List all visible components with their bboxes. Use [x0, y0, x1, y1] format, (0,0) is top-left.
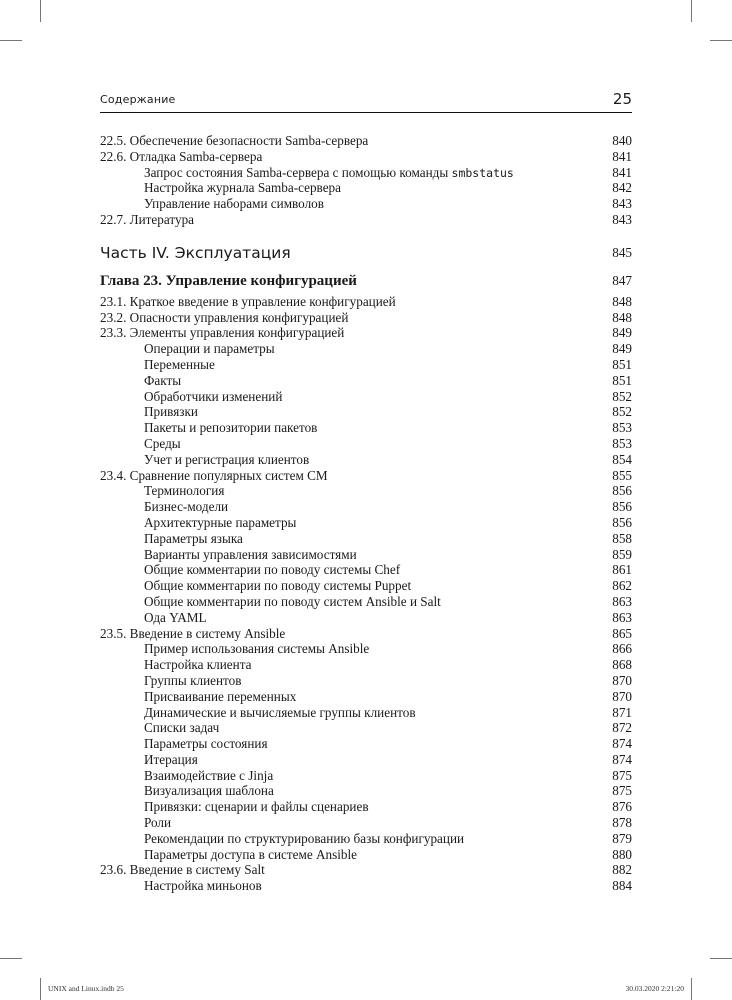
crop-mark — [691, 0, 692, 22]
toc-entry-page: 858 — [612, 530, 632, 546]
toc-entry-page: 876 — [612, 799, 632, 815]
crop-mark — [0, 958, 22, 959]
toc-entry-title-text: Варианты управления зависимостями — [144, 546, 357, 562]
crop-mark — [710, 958, 732, 959]
toc-entry-page: 841 — [612, 164, 632, 180]
toc-entry-title-text: Параметры состояния — [144, 736, 268, 752]
toc-entry-page: 856 — [612, 483, 632, 499]
toc-entry-title — [100, 165, 514, 180]
toc-entry-title-text: Рекомендации по структурированию базы конфигурации — [144, 830, 465, 846]
toc-subsection-entry[interactable] — [100, 878, 632, 894]
toc-entry-page: 842 — [612, 180, 632, 196]
toc-entry-page: 874 — [612, 736, 632, 752]
toc-entry-title — [100, 594, 441, 609]
toc-entry-title — [100, 294, 396, 309]
toc-subsection-entry[interactable] — [100, 357, 632, 373]
toc-entry-title — [100, 878, 262, 893]
toc-entry-title — [100, 768, 273, 783]
toc-entry-title-text: 23.3. Элементы управления конфигурацией — [100, 325, 345, 341]
crop-mark — [40, 978, 41, 1000]
toc-entry-title-text: 23.1. Краткое введение в управление конфигурацией — [100, 293, 396, 309]
toc-entry-page: 847 — [612, 272, 632, 288]
toc-entry-title-text: 22.7. Литература — [100, 211, 195, 227]
toc-entry-title-text: Обработчики изменений — [144, 388, 283, 404]
toc-section-entry[interactable] — [100, 325, 632, 341]
toc-section-entry[interactable] — [100, 294, 632, 310]
print-footer — [48, 984, 684, 994]
toc-entry-title — [100, 673, 241, 688]
toc-entry-page: 843 — [612, 196, 632, 212]
toc-subsection-entry[interactable] — [100, 373, 632, 389]
toc-subsection-entry[interactable] — [100, 673, 632, 689]
toc-entry-title — [100, 531, 243, 546]
toc-section-entry[interactable] — [100, 626, 632, 642]
toc-entry-title-text: Бизнес-модели — [144, 499, 229, 515]
toc-entry-page: 852 — [612, 388, 632, 404]
toc-subsection-entry[interactable] — [100, 499, 632, 515]
toc-entry-title — [100, 705, 416, 720]
toc-entry-page: 843 — [612, 211, 632, 227]
toc-subsection-entry[interactable] — [100, 610, 632, 626]
toc-entry-page: 853 — [612, 420, 632, 436]
toc-subsection-entry[interactable] — [100, 799, 632, 815]
toc-entry-title — [100, 547, 357, 562]
toc-subsection-entry[interactable] — [100, 341, 632, 357]
toc-entry-page: 849 — [612, 325, 632, 341]
toc-entry-title — [100, 641, 369, 656]
toc-entry-title-text: 23.4. Сравнение популярных систем CM — [100, 467, 328, 483]
toc-entry-title — [100, 578, 411, 593]
toc-entry-page: 856 — [612, 499, 632, 515]
toc-entry-title — [100, 815, 171, 830]
toc-subsection-entry[interactable] — [100, 452, 632, 468]
toc-entry-title — [100, 212, 194, 227]
footer-file-name: UNIX and Linux.indb 25 — [48, 984, 124, 993]
toc-entry-title-text: Терминология — [144, 483, 225, 499]
toc-entry-page: 849 — [612, 341, 632, 357]
toc-entry-title-text: Группы клиентов — [144, 672, 242, 688]
toc-entry-page: 853 — [612, 435, 632, 451]
toc-subsection-entry[interactable] — [100, 720, 632, 736]
toc-subsection-entry[interactable] — [100, 815, 632, 831]
toc-entry-title — [100, 273, 357, 289]
toc-subsection-entry[interactable] — [100, 736, 632, 752]
toc-entry-page: 865 — [612, 625, 632, 641]
crop-mark — [691, 978, 692, 1000]
crop-mark — [710, 40, 732, 41]
toc-part-entry[interactable] — [100, 240, 632, 266]
toc-subsection-entry[interactable] — [100, 483, 632, 499]
toc-entry-title-text: Архитектурные параметры — [144, 514, 297, 530]
toc-subsection-entry[interactable] — [100, 404, 632, 420]
toc-entry-page: 868 — [612, 657, 632, 673]
crop-mark — [0, 40, 22, 41]
toc-subsection-entry[interactable] — [100, 436, 632, 452]
toc-entry-title-text: Операции и параметры — [144, 341, 275, 357]
toc-entry-title — [100, 752, 198, 767]
toc-entry-page: 856 — [612, 514, 632, 530]
toc-entry-title — [100, 720, 219, 735]
toc-entry-title-text: Настройка журнала Samba-сервера — [144, 180, 342, 196]
toc-entry-title — [100, 483, 224, 498]
toc-section-entry[interactable] — [100, 133, 632, 149]
toc-entry-title-text: Общие комментарии по поводу систем Ansible и Salt — [144, 593, 441, 609]
toc-subsection-entry[interactable] — [100, 689, 632, 705]
toc-entry-title-text: 23.6. Введение в систему Salt — [100, 862, 265, 878]
toc-entry-page: 871 — [612, 704, 632, 720]
toc-entry-page: 848 — [612, 309, 632, 325]
toc-entry-title — [100, 404, 198, 419]
toc-subsection-entry[interactable] — [100, 657, 632, 673]
toc-entry-page: 859 — [612, 546, 632, 562]
toc-entry-page: 870 — [612, 672, 632, 688]
toc-entry-title — [100, 657, 252, 672]
toc-entry-title — [100, 196, 324, 211]
toc-entry-title — [100, 831, 464, 846]
toc-entry-title-text: Роли — [144, 815, 172, 831]
toc-entry-page: 854 — [612, 451, 632, 467]
toc-entry-page: 882 — [612, 862, 632, 878]
toc-entry-title-text: Общие комментарии по поводу системы Chef — [144, 562, 401, 578]
toc-entry-title — [100, 420, 317, 435]
footer-timestamp: 30.03.2020 2:21:20 — [625, 984, 684, 993]
toc-subsection-entry[interactable] — [100, 594, 632, 610]
toc-entry-page: 884 — [612, 878, 632, 894]
toc-entry-title-text: 23.2. Опасности управления конфигурацией — [100, 309, 349, 325]
toc-subsection-entry[interactable] — [100, 783, 632, 799]
toc-entry-page: 863 — [612, 593, 632, 609]
toc-entry-title — [100, 341, 275, 356]
toc-entry-title-text: Привязки — [144, 404, 198, 420]
toc-entry-title — [100, 736, 268, 751]
toc-entry-title-text: Пакеты и репозитории пакетов — [144, 420, 318, 436]
toc-entry-title-text: Запрос состояния Samba-сервера с помощью команды — [144, 164, 452, 180]
toc-subsection-entry[interactable] — [100, 420, 632, 436]
toc-entry-title — [100, 799, 369, 814]
toc-entry-command: smbstatus — [451, 165, 514, 180]
toc-entry-title-text: Динамические и вычисляемые группы клиентов — [144, 704, 416, 720]
toc-entry-page: 852 — [612, 404, 632, 420]
toc-entry-title — [100, 515, 296, 530]
toc-entry-page: 875 — [612, 767, 632, 783]
toc-entry-title-text: Взаимодействие с Jinja — [144, 767, 274, 783]
toc-entry-page: 866 — [612, 641, 632, 657]
toc-subsection-entry[interactable] — [100, 196, 632, 212]
toc-entry-title-text: Настройка миньонов — [144, 878, 262, 894]
toc-subsection-entry[interactable] — [100, 705, 632, 721]
toc-entry-title-text: Глава 23. Управление конфигурацией — [100, 272, 357, 289]
toc-entry-title — [100, 133, 368, 148]
toc-entry-page: 879 — [612, 830, 632, 846]
toc-entry-title-text: Среды — [144, 435, 181, 451]
toc-entry-page: 840 — [612, 133, 632, 148]
toc-subsection-entry[interactable] — [100, 180, 632, 196]
toc-entry-page: 862 — [612, 578, 632, 594]
toc-entry-title — [100, 562, 400, 577]
toc-entry-title — [100, 783, 274, 798]
toc-subsection-entry[interactable] — [100, 531, 632, 547]
toc-entry-title-text: Переменные — [144, 356, 215, 372]
toc-entry-title-text: Параметры языка — [144, 530, 243, 546]
toc-entry-page: 874 — [612, 751, 632, 767]
toc-entry-title-text: 23.5. Введение в систему Ansible — [100, 625, 286, 641]
toc-section-entry[interactable] — [100, 310, 632, 326]
toc-entry-title-text: 22.5. Обеспечение безопасности Samba-сервера — [100, 133, 369, 148]
toc-entry-title — [100, 357, 215, 372]
toc-entry-page: 841 — [612, 148, 632, 164]
toc-entry-title-text: Параметры доступа в системе Ansible — [144, 846, 357, 862]
toc-entry-title-text: Ода YAML — [144, 609, 207, 625]
toc-section-entry[interactable] — [100, 212, 632, 228]
toc-subsection-entry[interactable] — [100, 515, 632, 531]
crop-mark — [40, 0, 41, 22]
toc-entry-title-text: Часть IV. Эксплуатация — [100, 243, 291, 262]
toc-subsection-entry[interactable] — [100, 165, 632, 181]
toc-entry-page: 875 — [612, 783, 632, 799]
toc-subsection-entry[interactable] — [100, 389, 632, 405]
toc-entry-title-text: Учет и регистрация клиентов — [144, 451, 310, 467]
toc-entry-page: 845 — [612, 244, 632, 260]
toc-entry-title-text: Факты — [144, 372, 182, 388]
running-header — [100, 88, 632, 113]
toc-entry-title-text: Пример использования системы Ansible — [144, 641, 370, 657]
table-of-contents — [100, 133, 632, 894]
toc-section-entry[interactable] — [100, 862, 632, 878]
toc-entry-title — [100, 610, 207, 625]
toc-entry-title — [100, 468, 328, 483]
toc-subsection-entry[interactable] — [100, 578, 632, 594]
toc-entry-title — [100, 389, 282, 404]
toc-entry-title — [100, 325, 344, 340]
toc-entry-title — [100, 689, 296, 704]
toc-entry-title — [100, 180, 341, 195]
toc-subsection-entry[interactable] — [100, 641, 632, 657]
toc-entry-title-text: Присваивание переменных — [144, 688, 297, 704]
toc-entry-page: 878 — [612, 815, 632, 831]
toc-subsection-entry[interactable] — [100, 831, 632, 847]
toc-entry-title-text: Управление наборами символов — [144, 196, 325, 212]
toc-entry-title — [100, 499, 228, 514]
toc-entry-title — [100, 452, 309, 467]
toc-entry-title — [100, 373, 181, 388]
toc-entry-title — [100, 847, 357, 862]
toc-entry-title-text: 22.6. Отладка Samba-сервера — [100, 148, 263, 164]
toc-entry-page: 848 — [612, 293, 632, 309]
toc-entry-title-text: Визуализация шаблона — [144, 783, 274, 799]
toc-entry-page: 872 — [612, 720, 632, 736]
toc-entry-title — [100, 626, 285, 641]
toc-subsection-entry[interactable] — [100, 562, 632, 578]
toc-entry-page: 863 — [612, 609, 632, 625]
toc-entry-page: 851 — [612, 356, 632, 372]
header-page-number: 25 — [612, 90, 632, 108]
header-section-title: Содержание — [100, 93, 176, 106]
toc-entry-page: 880 — [612, 846, 632, 862]
toc-entry-page: 855 — [612, 467, 632, 483]
toc-entry-title-text: Привязки: сценарии и файлы сценариев — [144, 799, 369, 815]
toc-entry-title-text: Общие комментарии по поводу системы Puppet — [144, 578, 412, 594]
toc-entry-title — [100, 244, 291, 262]
toc-entry-page: 851 — [612, 372, 632, 388]
toc-entry-title — [100, 310, 348, 325]
toc-entry-page: 870 — [612, 688, 632, 704]
toc-subsection-entry[interactable] — [100, 768, 632, 784]
toc-subsection-entry[interactable] — [100, 547, 632, 563]
toc-subsection-entry[interactable] — [100, 752, 632, 768]
toc-subsection-entry[interactable] — [100, 847, 632, 863]
toc-section-entry[interactable] — [100, 149, 632, 165]
toc-entry-title — [100, 862, 265, 877]
toc-entry-title-text: Итерация — [144, 751, 198, 767]
toc-chapter-entry[interactable] — [100, 268, 632, 294]
toc-entry-title-text: Настройка клиента — [144, 657, 252, 673]
toc-entry-title — [100, 436, 181, 451]
toc-entry-page: 861 — [612, 562, 632, 578]
toc-entry-title — [100, 149, 262, 164]
toc-entry-title-text: Списки задач — [144, 720, 220, 736]
toc-section-entry[interactable] — [100, 468, 632, 484]
